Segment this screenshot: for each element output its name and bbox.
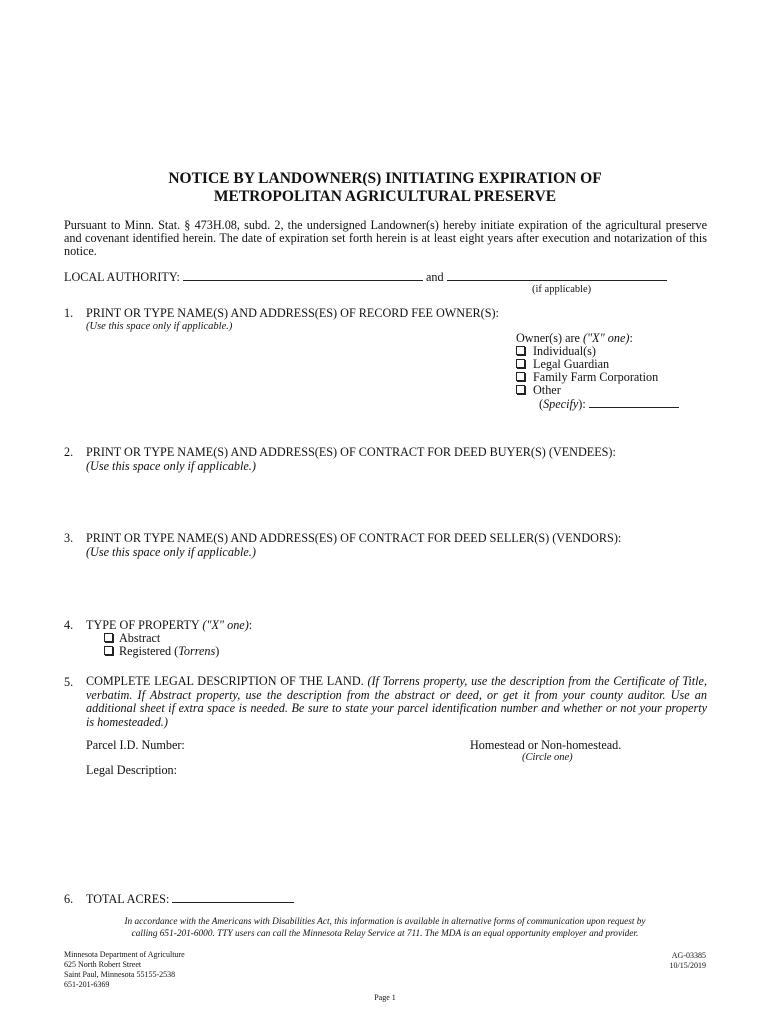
checkbox-icon[interactable] [104,646,113,655]
section-3-note: (Use this space only if applicable.) [86,545,256,559]
owner-option-legal-guardian[interactable]: Legal Guardian [516,357,609,371]
section-5-note: (If Torrens property, use the description from the Certificate of Title, verbatim. If Abstract property, use the description from the abstract or deed, or get it from your county auditor. Use an additional sheet if extra space is needed. Be sure to state your parcel identification number and whether or not your property is homesteaded.) [86,674,708,729]
parcel-id-label: Parcel I.D. Number: [86,738,185,752]
checkbox-icon[interactable] [516,385,525,394]
property-option-registered[interactable]: Registered (Torrens) [104,644,219,658]
document-title-line-2: METROPOLITAN AGRICULTURAL PRESERVE [213,188,557,205]
other-specify-row: (Specify): [539,397,679,411]
total-acres-field[interactable] [172,892,294,903]
owner-option-individual[interactable]: Individual(s) [516,344,596,358]
document-title-line-1: NOTICE BY LANDOWNER(S) INITIATING EXPIRATION OF [168,170,602,187]
footer-phone: 651-201-6369 [64,980,110,989]
section-6-number: 6. [64,892,74,906]
ada-notice-line-1: In accordance with the Americans with Disabilities Act, this information is available in alternative forms of communication upon request by [124,917,646,927]
section-1-number: 1. [64,306,74,320]
footer-form-id: AG-03385 [671,951,706,960]
intro-paragraph: Pursuant to Minn. Stat. § 473H.08, subd. 2, the undersigned Landowner(s) hereby initiate expiration of the agricultural preserve and covenant identified herein. The date of expiration set forth herein is at least eight years after execution and notarization of this notice. [64,218,707,259]
and-label: and [426,270,444,284]
footer-street: 625 North Robert Street [64,960,142,969]
local-authority-row [64,270,667,284]
section-2-heading: PRINT OR TYPE NAME(S) AND ADDRESS(ES) OF CONTRACT FOR DEED BUYER(S) (VENDEES): [86,445,616,459]
other-specify-field[interactable] [589,397,679,408]
local-authority-label: LOCAL AUTHORITY: [64,270,180,284]
section-3-heading: PRINT OR TYPE NAME(S) AND ADDRESS(ES) OF CONTRACT FOR DEED SELLER(S) (VENDORS): [86,531,622,545]
section-5-heading: COMPLETE LEGAL DESCRIPTION OF THE LAND. [86,674,364,688]
legal-description-label: Legal Description: [86,763,178,777]
checkbox-icon[interactable] [516,359,525,368]
footer-date: 10/15/2019 [669,961,706,970]
section-4-heading: TYPE OF PROPERTY ("X" one): [86,618,253,632]
footer-org: Minnesota Department of Agriculture [64,950,185,959]
page-number: Page 1 [374,993,396,1002]
local-authority-second-field[interactable] [447,270,667,281]
ada-notice-line-2: calling 651-201-6000. TTY users can call the Minnesota Relay Service at 711. The MDA is an equal opportunity employer and provider. [131,929,639,939]
section-4-number: 4. [64,618,74,632]
checkbox-icon[interactable] [516,346,525,355]
if-applicable-note: (if applicable) [532,284,592,295]
owner-type-label: Owner(s) are ("X" one): [516,331,633,345]
section-1-note: (Use this space only if applicable.) [86,321,233,332]
section-5-number: 5. [64,675,74,689]
property-option-abstract[interactable]: Abstract [104,631,160,645]
checkbox-icon[interactable] [104,633,113,642]
section-1-heading: PRINT OR TYPE NAME(S) AND ADDRESS(ES) OF RECORD FEE OWNER(S): [86,306,499,320]
homestead-label: Homestead or Non-homestead. [470,738,622,752]
section-5-text [86,675,707,729]
footer-city: Saint Paul, Minnesota 55155-2538 [64,970,176,979]
section-3-number: 3. [64,531,74,545]
total-acres-row [86,892,294,906]
checkbox-icon[interactable] [516,372,525,381]
owner-option-other[interactable]: Other [516,383,561,397]
total-acres-label: TOTAL ACRES: [86,892,170,906]
owner-option-family-farm[interactable]: Family Farm Corporation [516,370,658,384]
section-2-number: 2. [64,445,74,459]
local-authority-field[interactable] [183,270,423,281]
circle-one-note: (Circle one) [522,752,573,763]
section-2-note: (Use this space only if applicable.) [86,459,256,473]
